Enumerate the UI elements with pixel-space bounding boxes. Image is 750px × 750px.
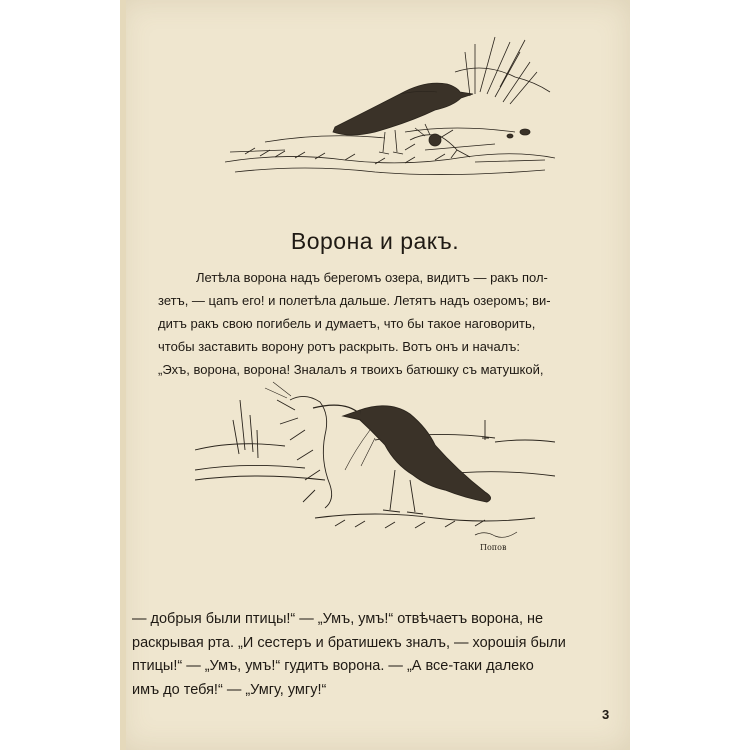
page-edge (120, 0, 126, 750)
text-line: — добрыя были птицы!“ — „Умъ, умъ!“ отвѣчаетъ ворона, не (132, 611, 544, 627)
paragraph-2 (132, 608, 630, 702)
text-line: раскрывая рта. „И сестеръ и братишекъ зналъ, — хорошія были (132, 634, 566, 651)
paragraph-1 (158, 266, 598, 381)
text-line: дитъ ракъ свою погибель и думаетъ, что бы такое наговорить, (158, 316, 536, 331)
text-line: „Эхъ, ворона, ворона! Зналалъ я твоихъ батюшку съ матушкой, (158, 362, 544, 377)
text-line: птицы!“ — „Умъ, умъ!“ гудитъ ворона. — „А все-таки далеко (132, 658, 534, 674)
text-line: зетъ, — цапъ его! и полетѣла дальше. Летятъ надъ озеромъ; ви- (158, 293, 551, 308)
text-line: Летѣла ворона надъ берегомъ озера, видитъ — ракъ пол- (196, 270, 548, 285)
page-number: 3 (602, 707, 610, 722)
text-line: имъ до тебя!“ — „Умгу, умгу!“ (132, 681, 327, 698)
illustration-signature: Попов (480, 543, 507, 552)
middle-illustration (195, 380, 555, 555)
story-title: Ворона и ракъ. (290, 228, 460, 254)
text-line: чтобы заставить ворону ротъ раскрыть. Вотъ онъ и началъ: (158, 339, 521, 354)
book-page (120, 0, 630, 750)
top-illustration (225, 32, 555, 182)
